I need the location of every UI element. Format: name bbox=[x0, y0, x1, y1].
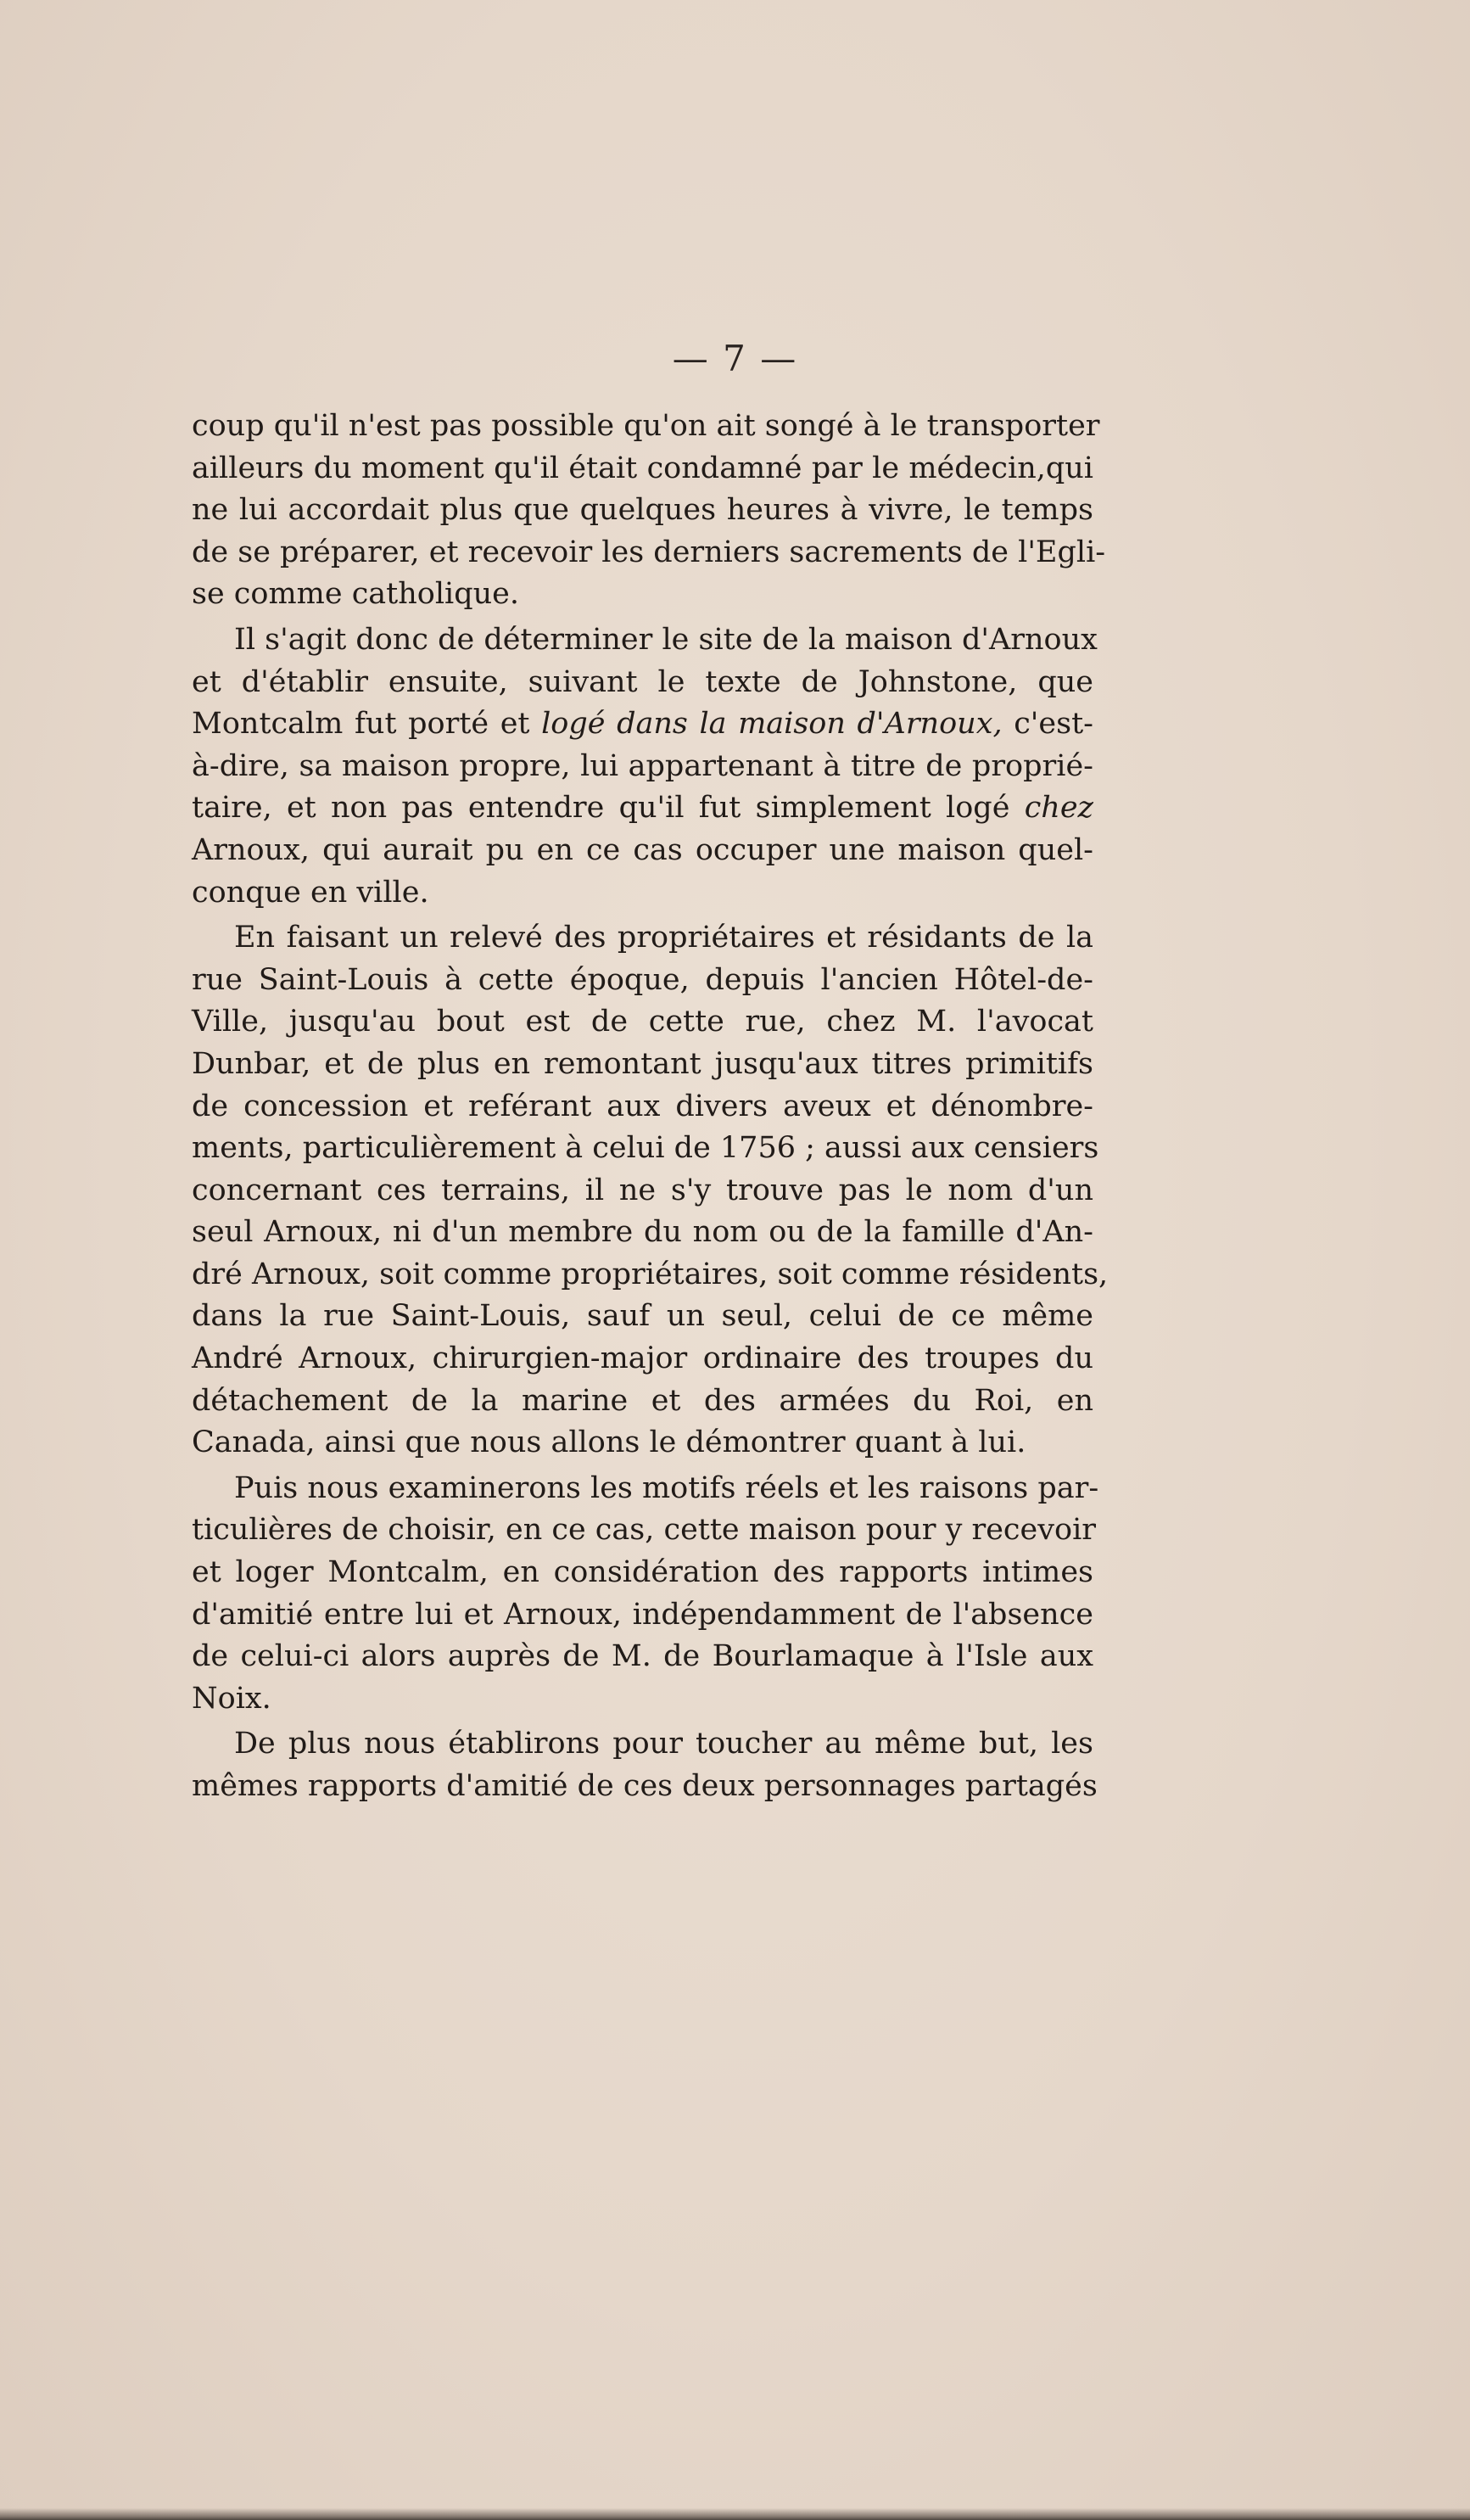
paragraph bbox=[192, 1468, 1099, 1721]
text-line: Arnoux, qui aurait pu en ce cas occuper une maison quel- bbox=[192, 832, 1093, 867]
text-line: Dunbar, et de plus en remontant jusqu'aux titres primitifs bbox=[192, 1046, 1093, 1081]
text-line: En faisant un relevé des propriétaires et résidants de la bbox=[234, 921, 1093, 955]
text-line: seul Arnoux, ni d'un membre du nom ou de la famille d'An- bbox=[192, 1215, 1093, 1250]
text-line bbox=[192, 787, 1093, 830]
text-line: dré Arnoux, soit comme propriétaires, soit comme résidents, bbox=[192, 1257, 1109, 1291]
page-bottom-edge bbox=[0, 2508, 1470, 2520]
text-line: d'amitié entre lui et Arnoux, indépendamment de l'absence bbox=[192, 1597, 1093, 1632]
text-line: et d'établir ensuite, suivant le texte de Johnstone, que bbox=[192, 664, 1093, 699]
text-line: mêmes rapports d'amitié de ces deux personnages partagés bbox=[192, 1769, 1098, 1803]
text-line: André Arnoux, chirurgien-major ordinaire des troupes du bbox=[192, 1341, 1093, 1376]
italic-phrase: logé dans la maison d'Arnoux, bbox=[541, 707, 1003, 742]
text-line: à-dire, sa maison propre, lui appartenant à titre de proprié- bbox=[192, 748, 1093, 783]
body-text bbox=[192, 406, 1109, 1808]
italic-word: chez bbox=[1024, 791, 1093, 826]
text-segment: c'est- bbox=[1014, 707, 1093, 742]
paragraph bbox=[192, 917, 1109, 1464]
text-line: coup qu'il n'est pas possible qu'on ait songé à le transporter bbox=[192, 409, 1100, 443]
text-line: concernant ces terrains, il ne s'y trouve pas le nom d'un bbox=[192, 1173, 1093, 1207]
paragraph bbox=[192, 406, 1106, 616]
text-line: de concession et reférant aux divers aveux et dénombre- bbox=[192, 1089, 1093, 1123]
text-line: Puis nous examinerons les motifs réels et les raisons par- bbox=[234, 1470, 1099, 1505]
text-line: et loger Montcalm, en considération des rapports intimes bbox=[192, 1555, 1093, 1590]
text-line: ailleurs du moment qu'il était condamné par le médecin,qui bbox=[192, 451, 1093, 485]
page-number: — 7 — bbox=[672, 338, 798, 379]
text-line: dans la rue Saint-Louis, sauf un seul, celui de ce même bbox=[192, 1299, 1093, 1334]
text-line: Canada, ainsi que nous allons le démontrer quant à lui. bbox=[192, 1425, 1026, 1460]
text-line: Noix. bbox=[192, 1681, 271, 1716]
paragraph bbox=[192, 619, 1098, 914]
text-line: De plus nous établirons pour toucher au même but, les bbox=[234, 1727, 1093, 1761]
text-line: se comme catholique. bbox=[192, 577, 520, 612]
text-line: Ville, jusqu'au bout est de cette rue, chez M. l'avocat bbox=[192, 1005, 1093, 1039]
text-line: ments, particulièrement à celui de 1756 ; aussi aux censiers bbox=[192, 1131, 1099, 1166]
text-line: ticulières de choisir, en ce cas, cette maison pour y recevoir bbox=[192, 1513, 1097, 1548]
paragraph bbox=[192, 1723, 1098, 1807]
text-line: Il s'agit donc de déterminer le site de la maison d'Arnoux bbox=[234, 622, 1098, 657]
text-line: conque en ville. bbox=[192, 875, 429, 910]
text-segment: Montcalm fut porté et bbox=[192, 707, 530, 742]
text-line: de se préparer, et recevoir les derniers sacrements de l'Egli- bbox=[192, 535, 1106, 569]
text-segment: taire, et non pas entendre qu'il fut simplement logé bbox=[192, 791, 1010, 826]
text-line: rue Saint-Louis à cette époque, depuis l'ancien Hôtel-de- bbox=[192, 962, 1093, 997]
text-line: ne lui accordait plus que quelques heures à vivre, le temps bbox=[192, 493, 1093, 528]
text-line: détachement de la marine et des armées du Roi, en bbox=[192, 1383, 1093, 1418]
text-line bbox=[192, 703, 1093, 746]
text-line: de celui-ci alors auprès de M. de Bourlamaque à l'Isle aux bbox=[192, 1639, 1093, 1674]
